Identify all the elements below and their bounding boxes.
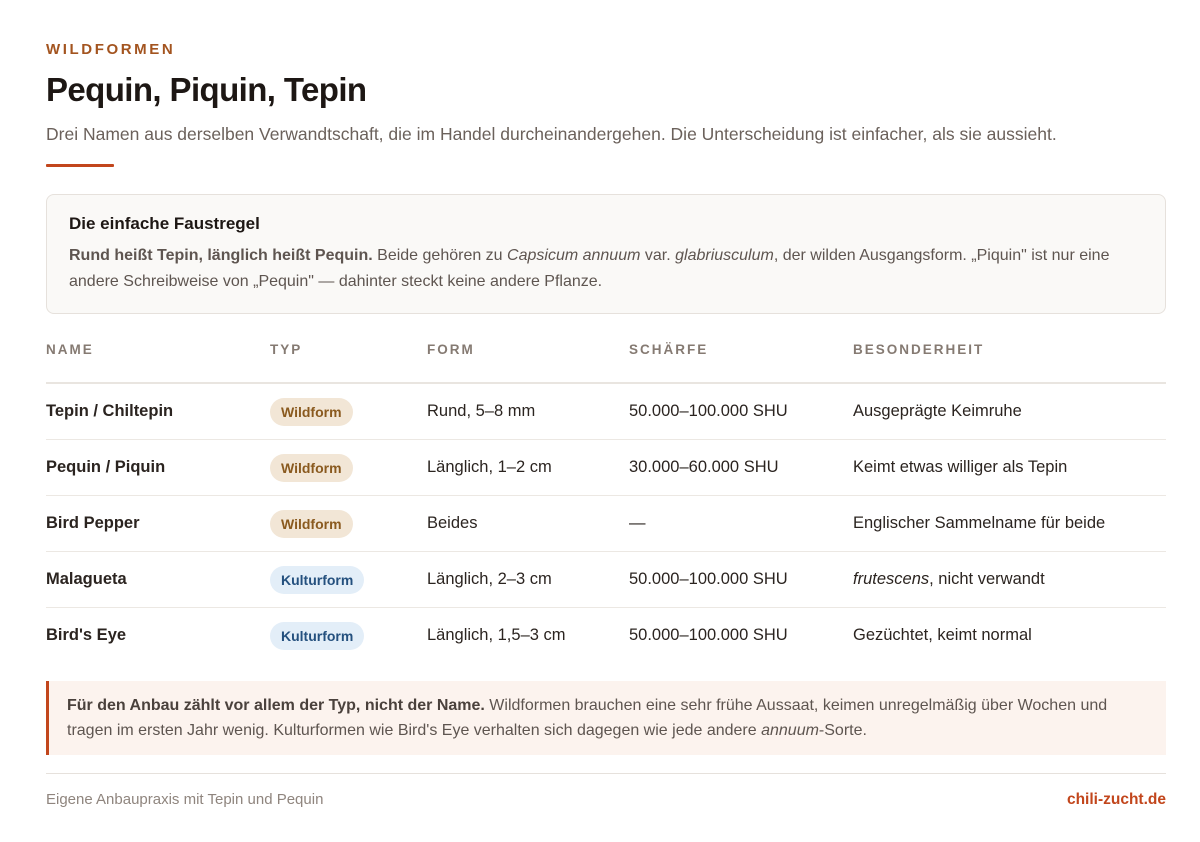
cell-feature — [853, 440, 1166, 496]
variety-table — [46, 336, 1166, 663]
table-row — [46, 383, 1166, 440]
type-badge: Wildform — [270, 398, 353, 426]
rule-text-part: , der wilden Ausgangsform. „Piquin" ist nur eine andere Schreibweise von „Pequin" — dahinter steckt keine andere Pflanze. — [69, 247, 1110, 290]
cell-form: Länglich, 2–3 cm — [427, 552, 629, 608]
rule-variety: glabriusculum — [675, 247, 774, 264]
feature-text: Keimt etwas williger als Tepin — [853, 458, 1068, 476]
cell-heat: 50.000–100.000 SHU — [629, 383, 853, 440]
column-header-form: FORM — [427, 336, 629, 383]
note-lead: Für den Anbau zählt vor allem der Typ, nicht der Name. — [67, 697, 485, 714]
type-badge: Kulturform — [270, 622, 364, 650]
column-header-type: TYP — [270, 336, 427, 383]
column-header-heat: SCHÄRFE — [629, 336, 853, 383]
cell-form: Länglich, 1,5–3 cm — [427, 626, 566, 644]
cell-heat: 50.000–100.000 SHU — [629, 552, 853, 608]
cell-form: Beides — [427, 496, 629, 552]
feature-text: Gezüchtet, keimt normal — [853, 626, 1032, 644]
cell-heat: — — [629, 496, 853, 552]
rule-of-thumb-box — [46, 194, 1166, 314]
accent-divider — [46, 164, 114, 167]
cell-name: Pequin / Piquin — [46, 440, 270, 496]
feature-text: , nicht verwandt — [929, 570, 1045, 588]
rule-title: Die einfache Faustregel — [69, 214, 260, 233]
cell-type — [270, 440, 427, 496]
table-header-row — [46, 336, 1166, 383]
page-content — [46, 40, 1166, 755]
note-text-part: -Sorte. — [818, 722, 867, 739]
type-badge: Wildform — [270, 454, 353, 482]
table-row — [46, 552, 1166, 608]
cell-name: Bird Pepper — [46, 496, 270, 552]
rule-text-part: Beide gehören zu — [372, 247, 508, 264]
cell-name: Tepin / Chiltepin — [46, 383, 270, 440]
cell-type — [270, 608, 427, 664]
table-row — [46, 496, 1166, 552]
footer — [46, 773, 1166, 814]
cultivation-note — [46, 681, 1166, 755]
rule-text — [69, 243, 1143, 295]
eyebrow-label: WILDFORMEN — [46, 41, 176, 58]
cell-type — [270, 496, 427, 552]
column-header-name: NAME — [46, 336, 270, 383]
rule-species: Capsicum annuum — [507, 247, 641, 264]
cell-name: Bird's Eye — [46, 626, 127, 644]
footer-source: Eigene Anbaupraxis mit Tepin und Pequin — [46, 791, 324, 808]
cell-type — [270, 383, 427, 440]
table-row — [46, 608, 1166, 664]
site-link[interactable]: chili-zucht.de — [1066, 791, 1166, 808]
cell-name: Malagueta — [46, 552, 270, 608]
note-text — [67, 693, 1148, 743]
rule-text-part: var. — [640, 247, 676, 264]
cell-feature — [853, 552, 1166, 608]
feature-text: Ausgeprägte Keimruhe — [853, 402, 1022, 420]
cell-heat: 30.000–60.000 SHU — [629, 440, 853, 496]
feature-em: frutescens — [853, 570, 930, 588]
rule-lead: Rund heißt Tepin, länglich heißt Pequin. — [69, 247, 373, 264]
page-title: Pequin, Piquin, Tepin — [46, 71, 367, 108]
table-row — [46, 440, 1166, 496]
type-badge: Kulturform — [270, 566, 364, 594]
cell-feature — [853, 608, 1166, 664]
page-subtitle: Drei Namen aus derselben Verwandtschaft, die im Handel durcheinandergehen. Die Unterscheidung ist einfacher, als sie aussieht. — [46, 124, 1057, 144]
cell-type — [270, 552, 427, 608]
note-text-part: Wildformen brauchen eine sehr frühe Aussaat, keimen unregelmäßig über Wochen und tragen im ersten Jahr wenig. Kulturformen wie Bird's Eye verhalten sich dagegen wie jede andere — [67, 697, 1108, 739]
cell-heat: 50.000–100.000 SHU — [629, 626, 788, 644]
column-header-feature: BESONDERHEIT — [853, 336, 1166, 383]
cell-form: Länglich, 1–2 cm — [427, 440, 629, 496]
cell-feature — [853, 496, 1166, 552]
note-em: annuum — [761, 722, 819, 739]
cell-feature — [853, 383, 1166, 440]
type-badge: Wildform — [270, 510, 353, 538]
cell-form: Rund, 5–8 mm — [427, 383, 629, 440]
feature-text: Englischer Sammelname für beide — [853, 514, 1106, 532]
